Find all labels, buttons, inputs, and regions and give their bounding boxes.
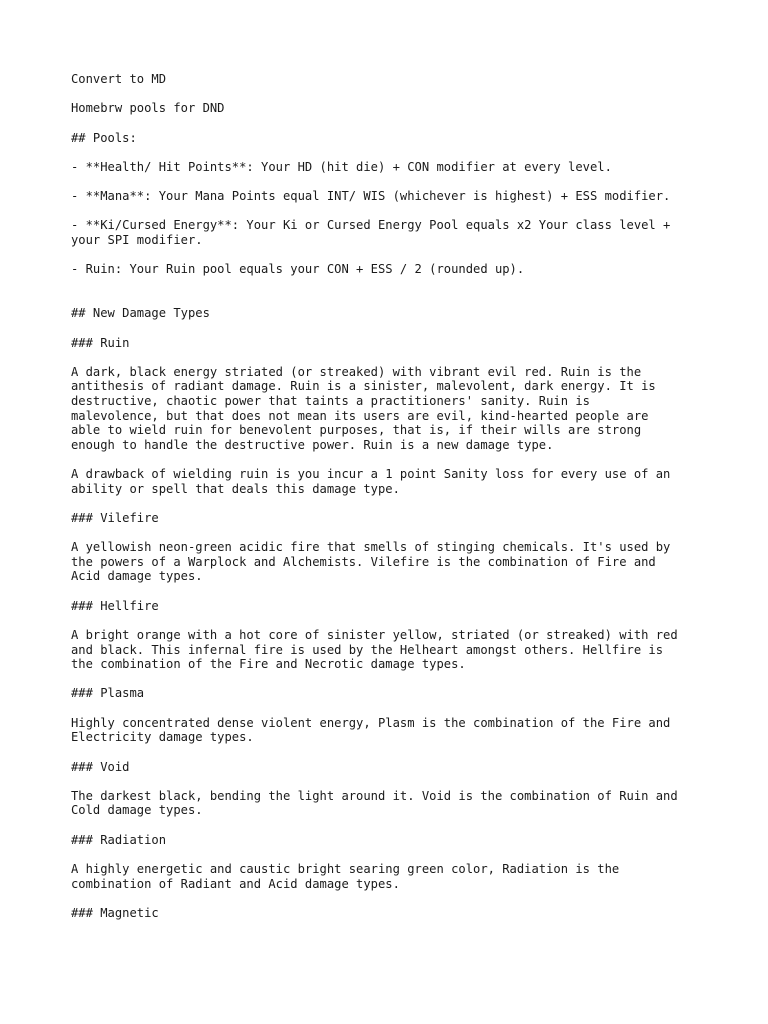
heading-radiation: ### Radiation [71,832,167,847]
paragraph-ruin: A dark, black energy striated (or streaked) with vibrant evil red. Ruin is the antithesis of radiant damage. Ruin is a sinister, malevolent, dark energy. It is destructive, chaotic power that taints a practitioners' sanity. Ruin is malevolence, but that does not mean its users are evil, kind-hearted people are able to wield ruin for benevolent purposes, that is, if their wills are strong enough to handle the destructive power. Ruin is a new damage type. [71,364,656,452]
document-body [71,72,711,935]
heading-ruin: ### Ruin [71,335,130,350]
heading-vilefire: ### Vilefire [71,510,159,525]
doc-subtitle: Homebrw pools for DND [71,101,225,116]
pool-ki: - **Ki/Cursed Energy**: Your Ki or Cursed Energy Pool equals x2 Your class level + your SPI modifier. [71,218,671,247]
doc-title: Convert to MD [71,72,167,86]
pool-mana: - **Mana**: Your Mana Points equal INT/ WIS (whichever is highest) + ESS modifier. [71,189,671,204]
paragraph-ruin-drawback: A drawback of wielding ruin is you incur a 1 point Sanity loss for every use of an ability or spell that deals this damage type. [71,467,671,496]
paragraph-radiation: A highly energetic and caustic bright searing green color, Radiation is the combination of Radiant and Acid damage types. [71,862,620,891]
paragraph-hellfire: A bright orange with a hot core of sinister yellow, striated (or streaked) with red and black. This infernal fire is used by the Helheart amongst others. Hellfire is the combination of the Fire and Necrotic damage types. [71,627,678,672]
paragraph-plasma: Highly concentrated dense violent energy, Plasm is the combination of the Fire and Electricity damage types. [71,715,671,745]
heading-pools: ## Pools: [71,130,137,145]
heading-damage-types: ## New Damage Types [71,306,210,321]
pool-ruin: - Ruin: Your Ruin pool equals your CON + ESS / 2 (rounded up). [71,262,525,277]
heading-hellfire: ### Hellfire [71,598,159,613]
paragraph-void: The darkest black, bending the light around it. Void is the combination of Ruin and Cold damage types. [71,788,678,818]
heading-void: ### Void [71,759,130,774]
paragraph-vilefire: A yellowish neon-green acidic fire that smells of stinging chemicals. It's used by the powers of a Warplock and Alchemists. Vilefire is the combination of Fire and Acid damage types. [71,540,671,584]
heading-magnetic: ### Magnetic [71,905,159,920]
heading-plasma: ### Plasma [71,686,145,701]
pool-health: - **Health/ Hit Points**: Your HD (hit die) + CON modifier at every level. [71,159,612,174]
